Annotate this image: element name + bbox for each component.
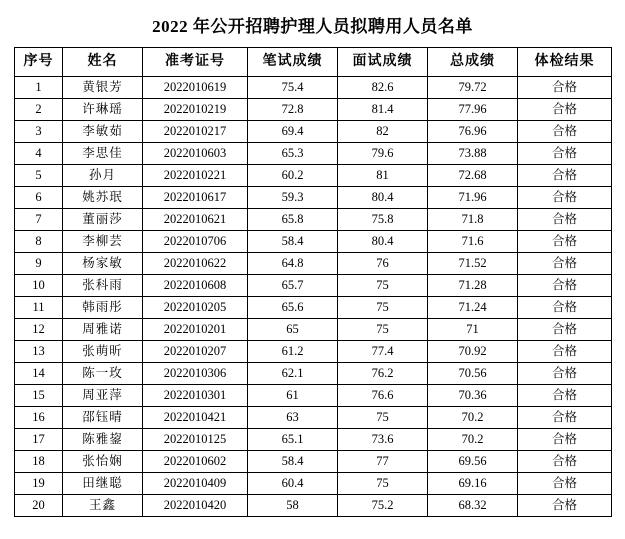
cell-medical-result: 合格 bbox=[518, 99, 612, 121]
cell-written-score: 58.4 bbox=[248, 231, 338, 253]
cell-index: 20 bbox=[15, 495, 63, 517]
cell-name: 邵钰晴 bbox=[63, 407, 143, 429]
cell-admission-number: 2022010409 bbox=[143, 473, 248, 495]
cell-interview-score: 81 bbox=[338, 165, 428, 187]
cell-medical-result: 合格 bbox=[518, 187, 612, 209]
cell-admission-number: 2022010622 bbox=[143, 253, 248, 275]
cell-admission-number: 2022010201 bbox=[143, 319, 248, 341]
cell-index: 1 bbox=[15, 77, 63, 99]
cell-medical-result: 合格 bbox=[518, 495, 612, 517]
table-row bbox=[15, 363, 612, 385]
cell-interview-score: 75.8 bbox=[338, 209, 428, 231]
cell-total-score: 70.36 bbox=[428, 385, 518, 407]
table-header bbox=[15, 48, 612, 77]
table-row bbox=[15, 319, 612, 341]
cell-interview-score: 81.4 bbox=[338, 99, 428, 121]
table-header-row bbox=[15, 48, 612, 77]
cell-total-score: 71.28 bbox=[428, 275, 518, 297]
column-header-index: 序号 bbox=[15, 48, 63, 77]
cell-index: 14 bbox=[15, 363, 63, 385]
cell-written-score: 65.7 bbox=[248, 275, 338, 297]
cell-interview-score: 76.6 bbox=[338, 385, 428, 407]
table-row bbox=[15, 495, 612, 517]
cell-interview-score: 82 bbox=[338, 121, 428, 143]
cell-interview-score: 75 bbox=[338, 407, 428, 429]
cell-total-score: 70.2 bbox=[428, 407, 518, 429]
cell-medical-result: 合格 bbox=[518, 451, 612, 473]
cell-name: 董丽莎 bbox=[63, 209, 143, 231]
table-body bbox=[15, 77, 612, 517]
cell-name: 杨家敏 bbox=[63, 253, 143, 275]
cell-admission-number: 2022010608 bbox=[143, 275, 248, 297]
cell-written-score: 58.4 bbox=[248, 451, 338, 473]
cell-written-score: 60.2 bbox=[248, 165, 338, 187]
cell-written-score: 65.8 bbox=[248, 209, 338, 231]
cell-written-score: 65.6 bbox=[248, 297, 338, 319]
cell-written-score: 63 bbox=[248, 407, 338, 429]
cell-admission-number: 2022010125 bbox=[143, 429, 248, 451]
cell-name: 田继聪 bbox=[63, 473, 143, 495]
table-row bbox=[15, 121, 612, 143]
cell-interview-score: 80.4 bbox=[338, 231, 428, 253]
cell-index: 10 bbox=[15, 275, 63, 297]
cell-index: 16 bbox=[15, 407, 63, 429]
cell-name: 周亚萍 bbox=[63, 385, 143, 407]
cell-written-score: 65.1 bbox=[248, 429, 338, 451]
cell-written-score: 64.8 bbox=[248, 253, 338, 275]
cell-admission-number: 2022010221 bbox=[143, 165, 248, 187]
cell-written-score: 72.8 bbox=[248, 99, 338, 121]
table-row bbox=[15, 407, 612, 429]
cell-name: 陈雅鋆 bbox=[63, 429, 143, 451]
cell-index: 13 bbox=[15, 341, 63, 363]
cell-interview-score: 75 bbox=[338, 275, 428, 297]
cell-interview-score: 82.6 bbox=[338, 77, 428, 99]
cell-total-score: 70.92 bbox=[428, 341, 518, 363]
cell-interview-score: 80.4 bbox=[338, 187, 428, 209]
cell-name: 张怡娴 bbox=[63, 451, 143, 473]
cell-total-score: 73.88 bbox=[428, 143, 518, 165]
cell-written-score: 65.3 bbox=[248, 143, 338, 165]
cell-total-score: 69.16 bbox=[428, 473, 518, 495]
cell-medical-result: 合格 bbox=[518, 209, 612, 231]
cell-medical-result: 合格 bbox=[518, 297, 612, 319]
column-header-name: 姓名 bbox=[63, 48, 143, 77]
table-row bbox=[15, 77, 612, 99]
cell-medical-result: 合格 bbox=[518, 143, 612, 165]
cell-name: 李思佳 bbox=[63, 143, 143, 165]
cell-name: 陈一玫 bbox=[63, 363, 143, 385]
cell-index: 6 bbox=[15, 187, 63, 209]
cell-index: 8 bbox=[15, 231, 63, 253]
table-row bbox=[15, 275, 612, 297]
cell-total-score: 71 bbox=[428, 319, 518, 341]
cell-total-score: 71.8 bbox=[428, 209, 518, 231]
cell-name: 孙月 bbox=[63, 165, 143, 187]
page-title: 2022 年公开招聘护理人员拟聘用人员名单 bbox=[152, 17, 473, 36]
cell-name: 张科雨 bbox=[63, 275, 143, 297]
cell-total-score: 71.24 bbox=[428, 297, 518, 319]
roster-table bbox=[14, 47, 612, 517]
cell-admission-number: 2022010207 bbox=[143, 341, 248, 363]
cell-index: 18 bbox=[15, 451, 63, 473]
cell-index: 3 bbox=[15, 121, 63, 143]
cell-total-score: 76.96 bbox=[428, 121, 518, 143]
cell-interview-score: 73.6 bbox=[338, 429, 428, 451]
cell-interview-score: 76.2 bbox=[338, 363, 428, 385]
cell-medical-result: 合格 bbox=[518, 165, 612, 187]
cell-total-score: 69.56 bbox=[428, 451, 518, 473]
cell-name: 许琳瑶 bbox=[63, 99, 143, 121]
cell-index: 11 bbox=[15, 297, 63, 319]
cell-admission-number: 2022010306 bbox=[143, 363, 248, 385]
table-row bbox=[15, 187, 612, 209]
cell-written-score: 69.4 bbox=[248, 121, 338, 143]
cell-written-score: 58 bbox=[248, 495, 338, 517]
column-header-interview-score: 面试成绩 bbox=[338, 48, 428, 77]
cell-medical-result: 合格 bbox=[518, 275, 612, 297]
cell-interview-score: 76 bbox=[338, 253, 428, 275]
cell-index: 4 bbox=[15, 143, 63, 165]
cell-admission-number: 2022010621 bbox=[143, 209, 248, 231]
column-header-written-score: 笔试成绩 bbox=[248, 48, 338, 77]
cell-admission-number: 2022010420 bbox=[143, 495, 248, 517]
cell-written-score: 65 bbox=[248, 319, 338, 341]
cell-name: 姚苏珉 bbox=[63, 187, 143, 209]
cell-name: 周雅诺 bbox=[63, 319, 143, 341]
table-row bbox=[15, 99, 612, 121]
column-header-medical-result: 体检结果 bbox=[518, 48, 612, 77]
table-row bbox=[15, 253, 612, 275]
cell-admission-number: 2022010619 bbox=[143, 77, 248, 99]
cell-name: 黄银芳 bbox=[63, 77, 143, 99]
cell-admission-number: 2022010617 bbox=[143, 187, 248, 209]
cell-admission-number: 2022010217 bbox=[143, 121, 248, 143]
cell-admission-number: 2022010706 bbox=[143, 231, 248, 253]
column-header-total-score: 总成绩 bbox=[428, 48, 518, 77]
cell-medical-result: 合格 bbox=[518, 253, 612, 275]
cell-name: 李敏茹 bbox=[63, 121, 143, 143]
cell-interview-score: 75 bbox=[338, 319, 428, 341]
cell-admission-number: 2022010219 bbox=[143, 99, 248, 121]
cell-written-score: 60.4 bbox=[248, 473, 338, 495]
cell-written-score: 59.3 bbox=[248, 187, 338, 209]
table-row bbox=[15, 429, 612, 451]
cell-name: 张萌昕 bbox=[63, 341, 143, 363]
table-row bbox=[15, 473, 612, 495]
cell-medical-result: 合格 bbox=[518, 341, 612, 363]
cell-medical-result: 合格 bbox=[518, 121, 612, 143]
cell-total-score: 71.96 bbox=[428, 187, 518, 209]
cell-medical-result: 合格 bbox=[518, 473, 612, 495]
cell-interview-score: 75 bbox=[338, 297, 428, 319]
column-header-admission-number: 准考证号 bbox=[143, 48, 248, 77]
cell-medical-result: 合格 bbox=[518, 429, 612, 451]
table-row bbox=[15, 143, 612, 165]
cell-admission-number: 2022010205 bbox=[143, 297, 248, 319]
table-row bbox=[15, 341, 612, 363]
cell-interview-score: 75 bbox=[338, 473, 428, 495]
cell-interview-score: 77 bbox=[338, 451, 428, 473]
cell-medical-result: 合格 bbox=[518, 77, 612, 99]
table-row bbox=[15, 231, 612, 253]
cell-total-score: 71.6 bbox=[428, 231, 518, 253]
cell-interview-score: 77.4 bbox=[338, 341, 428, 363]
table-row bbox=[15, 165, 612, 187]
cell-index: 9 bbox=[15, 253, 63, 275]
cell-index: 17 bbox=[15, 429, 63, 451]
table-row bbox=[15, 451, 612, 473]
cell-interview-score: 79.6 bbox=[338, 143, 428, 165]
cell-total-score: 70.2 bbox=[428, 429, 518, 451]
cell-medical-result: 合格 bbox=[518, 407, 612, 429]
cell-total-score: 79.72 bbox=[428, 77, 518, 99]
cell-written-score: 75.4 bbox=[248, 77, 338, 99]
cell-admission-number: 2022010421 bbox=[143, 407, 248, 429]
cell-name: 王鑫 bbox=[63, 495, 143, 517]
table-row bbox=[15, 209, 612, 231]
cell-total-score: 72.68 bbox=[428, 165, 518, 187]
cell-index: 12 bbox=[15, 319, 63, 341]
table-row bbox=[15, 385, 612, 407]
cell-index: 2 bbox=[15, 99, 63, 121]
cell-written-score: 62.1 bbox=[248, 363, 338, 385]
cell-name: 李柳芸 bbox=[63, 231, 143, 253]
cell-medical-result: 合格 bbox=[518, 385, 612, 407]
cell-total-score: 70.56 bbox=[428, 363, 518, 385]
cell-index: 15 bbox=[15, 385, 63, 407]
cell-written-score: 61.2 bbox=[248, 341, 338, 363]
cell-total-score: 71.52 bbox=[428, 253, 518, 275]
cell-written-score: 61 bbox=[248, 385, 338, 407]
cell-total-score: 77.96 bbox=[428, 99, 518, 121]
cell-medical-result: 合格 bbox=[518, 363, 612, 385]
cell-name: 韩雨彤 bbox=[63, 297, 143, 319]
cell-admission-number: 2022010602 bbox=[143, 451, 248, 473]
table-row bbox=[15, 297, 612, 319]
cell-medical-result: 合格 bbox=[518, 319, 612, 341]
cell-total-score: 68.32 bbox=[428, 495, 518, 517]
cell-index: 19 bbox=[15, 473, 63, 495]
cell-index: 7 bbox=[15, 209, 63, 231]
cell-interview-score: 75.2 bbox=[338, 495, 428, 517]
cell-admission-number: 2022010603 bbox=[143, 143, 248, 165]
cell-index: 5 bbox=[15, 165, 63, 187]
cell-medical-result: 合格 bbox=[518, 231, 612, 253]
cell-admission-number: 2022010301 bbox=[143, 385, 248, 407]
